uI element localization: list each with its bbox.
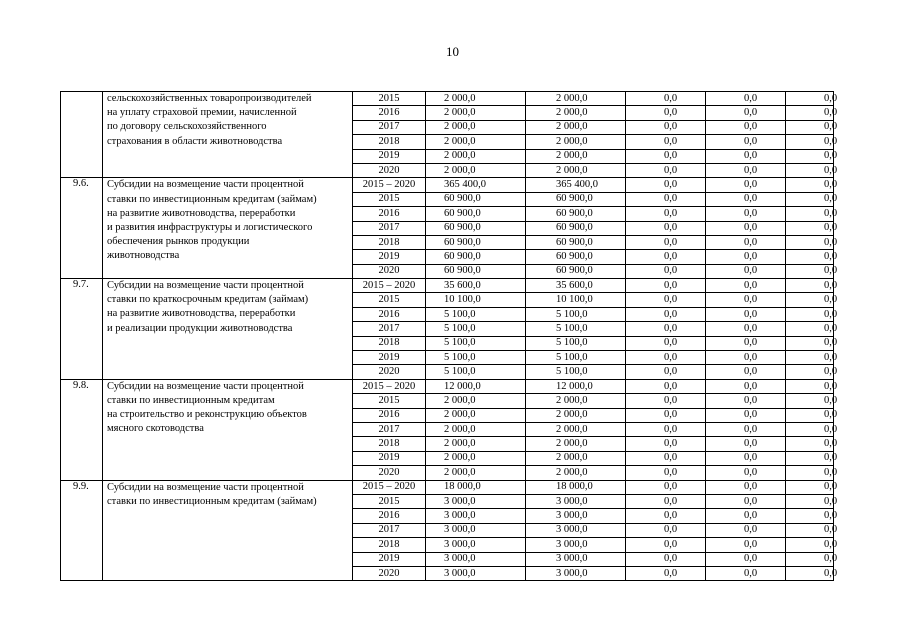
value-cell-v3: 0,0 <box>626 422 706 436</box>
value-cell-v1: 2 000,0 <box>426 149 526 163</box>
value-cell-v1: 5 100,0 <box>426 336 526 350</box>
period-cell: 2015 – 2020 <box>353 279 426 293</box>
value-cell-v2: 60 900,0 <box>526 235 626 249</box>
value-cell-v1: 2 000,0 <box>426 163 526 177</box>
value-cell-v1: 18 000,0 <box>426 480 526 494</box>
value-cell-v3: 0,0 <box>626 437 706 451</box>
value-cell-v2: 365 400,0 <box>526 178 626 192</box>
period-cell: 2016 <box>353 106 426 120</box>
period-cell: 2019 <box>353 149 426 163</box>
value-cell-v4: 0,0 <box>706 351 786 365</box>
value-cell-v1: 60 900,0 <box>426 192 526 206</box>
value-cell-v3: 0,0 <box>626 408 706 422</box>
period-cell: 2020 <box>353 466 426 480</box>
period-cell: 2020 <box>353 163 426 177</box>
period-cell: 2018 <box>353 336 426 350</box>
value-cell-v2: 5 100,0 <box>526 307 626 321</box>
table-row <box>61 379 834 393</box>
value-cell-v1: 2 000,0 <box>426 408 526 422</box>
value-cell-v5: 0,0 <box>786 192 834 206</box>
period-cell: 2016 <box>353 207 426 221</box>
item-name <box>103 178 353 279</box>
value-cell-v1: 5 100,0 <box>426 307 526 321</box>
value-cell-v2: 3 000,0 <box>526 523 626 537</box>
value-cell-v2: 3 000,0 <box>526 509 626 523</box>
value-cell-v2: 2 000,0 <box>526 106 626 120</box>
value-cell-v5: 0,0 <box>786 149 834 163</box>
value-cell-v1: 3 000,0 <box>426 538 526 552</box>
value-cell-v5: 0,0 <box>786 92 834 106</box>
value-cell-v5: 0,0 <box>786 250 834 264</box>
value-cell-v1: 2 000,0 <box>426 120 526 134</box>
value-cell-v2: 3 000,0 <box>526 494 626 508</box>
value-cell-v4: 0,0 <box>706 552 786 566</box>
value-cell-v3: 0,0 <box>626 235 706 249</box>
period-cell: 2015 – 2020 <box>353 379 426 393</box>
value-cell-v4: 0,0 <box>706 494 786 508</box>
value-cell-v1: 3 000,0 <box>426 552 526 566</box>
value-cell-v4: 0,0 <box>706 466 786 480</box>
value-cell-v4: 0,0 <box>706 120 786 134</box>
period-cell: 2015 <box>353 293 426 307</box>
value-cell-v5: 0,0 <box>786 264 834 278</box>
value-cell-v3: 0,0 <box>626 494 706 508</box>
item-name-line: мясного скотоводства <box>107 423 204 435</box>
value-cell-v1: 2 000,0 <box>426 106 526 120</box>
item-name-line: ставки по инвестиционным кредитам <box>107 395 275 407</box>
value-cell-v5: 0,0 <box>786 394 834 408</box>
value-cell-v1: 3 000,0 <box>426 566 526 580</box>
value-cell-v1: 3 000,0 <box>426 523 526 537</box>
period-cell: 2015 <box>353 192 426 206</box>
value-cell-v1: 365 400,0 <box>426 178 526 192</box>
value-cell-v3: 0,0 <box>626 351 706 365</box>
value-cell-v5: 0,0 <box>786 451 834 465</box>
value-cell-v4: 0,0 <box>706 178 786 192</box>
value-cell-v2: 5 100,0 <box>526 351 626 365</box>
value-cell-v5: 0,0 <box>786 408 834 422</box>
period-cell: 2015 – 2020 <box>353 178 426 192</box>
value-cell-v2: 60 900,0 <box>526 264 626 278</box>
value-cell-v3: 0,0 <box>626 451 706 465</box>
value-cell-v4: 0,0 <box>706 279 786 293</box>
value-cell-v2: 2 000,0 <box>526 422 626 436</box>
period-cell: 2017 <box>353 120 426 134</box>
value-cell-v1: 60 900,0 <box>426 207 526 221</box>
value-cell-v4: 0,0 <box>706 437 786 451</box>
item-name-line: страхования в области животноводства <box>107 135 283 147</box>
value-cell-v2: 5 100,0 <box>526 322 626 336</box>
value-cell-v4: 0,0 <box>706 408 786 422</box>
value-cell-v2: 3 000,0 <box>526 538 626 552</box>
value-cell-v5: 0,0 <box>786 336 834 350</box>
item-name <box>103 92 353 178</box>
item-number: 9.8. <box>61 379 103 480</box>
value-cell-v5: 0,0 <box>786 322 834 336</box>
period-cell: 2015 <box>353 494 426 508</box>
value-cell-v1: 35 600,0 <box>426 279 526 293</box>
value-cell-v3: 0,0 <box>626 264 706 278</box>
value-cell-v2: 10 100,0 <box>526 293 626 307</box>
value-cell-v5: 0,0 <box>786 120 834 134</box>
value-cell-v2: 12 000,0 <box>526 379 626 393</box>
value-cell-v1: 5 100,0 <box>426 351 526 365</box>
value-cell-v4: 0,0 <box>706 207 786 221</box>
value-cell-v4: 0,0 <box>706 235 786 249</box>
value-cell-v4: 0,0 <box>706 264 786 278</box>
value-cell-v2: 3 000,0 <box>526 566 626 580</box>
value-cell-v2: 2 000,0 <box>526 135 626 149</box>
item-name-line: на развитие животноводства, переработки <box>107 207 296 219</box>
value-cell-v3: 0,0 <box>626 394 706 408</box>
value-cell-v3: 0,0 <box>626 149 706 163</box>
period-cell: 2018 <box>353 235 426 249</box>
value-cell-v4: 0,0 <box>706 135 786 149</box>
value-cell-v1: 2 000,0 <box>426 135 526 149</box>
item-name-line: на уплату страховой премии, начисленной <box>107 107 297 119</box>
value-cell-v3: 0,0 <box>626 106 706 120</box>
value-cell-v5: 0,0 <box>786 279 834 293</box>
value-cell-v2: 5 100,0 <box>526 336 626 350</box>
value-cell-v4: 0,0 <box>706 293 786 307</box>
item-name <box>103 279 353 380</box>
value-cell-v5: 0,0 <box>786 523 834 537</box>
value-cell-v1: 5 100,0 <box>426 365 526 379</box>
period-cell: 2020 <box>353 566 426 580</box>
value-cell-v5: 0,0 <box>786 307 834 321</box>
value-cell-v1: 2 000,0 <box>426 422 526 436</box>
value-cell-v4: 0,0 <box>706 523 786 537</box>
table-row <box>61 178 834 192</box>
period-cell: 2018 <box>353 538 426 552</box>
value-cell-v1: 2 000,0 <box>426 394 526 408</box>
item-number: 9.9. <box>61 480 103 581</box>
value-cell-v1: 10 100,0 <box>426 293 526 307</box>
value-cell-v3: 0,0 <box>626 538 706 552</box>
value-cell-v2: 2 000,0 <box>526 408 626 422</box>
value-cell-v5: 0,0 <box>786 538 834 552</box>
value-cell-v3: 0,0 <box>626 566 706 580</box>
item-number: 9.6. <box>61 178 103 279</box>
value-cell-v5: 0,0 <box>786 494 834 508</box>
value-cell-v4: 0,0 <box>706 394 786 408</box>
item-name-line: Субсидии на возмещение части процентной <box>107 179 304 191</box>
value-cell-v1: 60 900,0 <box>426 221 526 235</box>
period-cell: 2016 <box>353 509 426 523</box>
period-cell: 2015 <box>353 92 426 106</box>
value-cell-v1: 60 900,0 <box>426 235 526 249</box>
value-cell-v2: 35 600,0 <box>526 279 626 293</box>
value-cell-v5: 0,0 <box>786 552 834 566</box>
item-name-line: и развития инфраструктуры и логистического <box>107 221 313 233</box>
value-cell-v3: 0,0 <box>626 250 706 264</box>
value-cell-v4: 0,0 <box>706 365 786 379</box>
value-cell-v4: 0,0 <box>706 322 786 336</box>
value-cell-v3: 0,0 <box>626 336 706 350</box>
value-cell-v2: 2 000,0 <box>526 163 626 177</box>
period-cell: 2017 <box>353 422 426 436</box>
value-cell-v1: 3 000,0 <box>426 494 526 508</box>
value-cell-v3: 0,0 <box>626 207 706 221</box>
period-cell: 2019 <box>353 250 426 264</box>
value-cell-v5: 0,0 <box>786 135 834 149</box>
item-name-line: Субсидии на возмещение части процентной <box>107 380 304 392</box>
item-name <box>103 379 353 480</box>
value-cell-v4: 0,0 <box>706 163 786 177</box>
value-cell-v2: 60 900,0 <box>526 221 626 235</box>
period-cell: 2017 <box>353 523 426 537</box>
value-cell-v3: 0,0 <box>626 163 706 177</box>
item-name-line: ставки по краткосрочным кредитам (займам) <box>107 294 309 306</box>
value-cell-v2: 5 100,0 <box>526 365 626 379</box>
value-cell-v3: 0,0 <box>626 293 706 307</box>
item-name-line: обеспечения рынков продукции <box>107 236 250 248</box>
value-cell-v2: 2 000,0 <box>526 437 626 451</box>
value-cell-v5: 0,0 <box>786 437 834 451</box>
table-row <box>61 92 834 106</box>
value-cell-v1: 3 000,0 <box>426 509 526 523</box>
item-name <box>103 480 353 581</box>
value-cell-v4: 0,0 <box>706 509 786 523</box>
value-cell-v5: 0,0 <box>786 163 834 177</box>
value-cell-v4: 0,0 <box>706 451 786 465</box>
value-cell-v2: 18 000,0 <box>526 480 626 494</box>
value-cell-v4: 0,0 <box>706 538 786 552</box>
period-cell: 2018 <box>353 437 426 451</box>
value-cell-v2: 60 900,0 <box>526 192 626 206</box>
value-cell-v1: 2 000,0 <box>426 437 526 451</box>
value-cell-v3: 0,0 <box>626 178 706 192</box>
value-cell-v3: 0,0 <box>626 322 706 336</box>
value-cell-v3: 0,0 <box>626 135 706 149</box>
period-cell: 2018 <box>353 135 426 149</box>
value-cell-v3: 0,0 <box>626 509 706 523</box>
value-cell-v1: 60 900,0 <box>426 250 526 264</box>
item-name-line: на строительство и реконструкцию объектов <box>107 409 307 421</box>
value-cell-v2: 2 000,0 <box>526 149 626 163</box>
item-name-line: по договору сельскохозяйственного <box>107 121 267 133</box>
value-cell-v3: 0,0 <box>626 365 706 379</box>
value-cell-v5: 0,0 <box>786 466 834 480</box>
item-number: 9.7. <box>61 279 103 380</box>
value-cell-v2: 2 000,0 <box>526 120 626 134</box>
value-cell-v5: 0,0 <box>786 293 834 307</box>
value-cell-v1: 2 000,0 <box>426 451 526 465</box>
value-cell-v3: 0,0 <box>626 279 706 293</box>
table-body <box>61 92 838 581</box>
value-cell-v3: 0,0 <box>626 192 706 206</box>
period-cell: 2017 <box>353 221 426 235</box>
value-cell-v5: 0,0 <box>786 365 834 379</box>
item-name-line: на развитие животноводства, переработки <box>107 308 296 320</box>
value-cell-v5: 0,0 <box>786 235 834 249</box>
value-cell-v5: 0,0 <box>786 480 834 494</box>
period-cell: 2019 <box>353 552 426 566</box>
value-cell-v3: 0,0 <box>626 552 706 566</box>
value-cell-v3: 0,0 <box>626 120 706 134</box>
value-cell-v5: 0,0 <box>786 221 834 235</box>
value-cell-v1: 2 000,0 <box>426 466 526 480</box>
value-cell-v5: 0,0 <box>786 351 834 365</box>
value-cell-v2: 60 900,0 <box>526 207 626 221</box>
value-cell-v3: 0,0 <box>626 92 706 106</box>
value-cell-v3: 0,0 <box>626 221 706 235</box>
value-cell-v4: 0,0 <box>706 480 786 494</box>
value-cell-v2: 2 000,0 <box>526 466 626 480</box>
item-name-line: и реализации продукции животноводства <box>107 322 293 334</box>
period-cell: 2020 <box>353 365 426 379</box>
period-cell: 2016 <box>353 307 426 321</box>
period-cell: 2019 <box>353 351 426 365</box>
period-cell: 2015 <box>353 394 426 408</box>
period-cell: 2015 – 2020 <box>353 480 426 494</box>
value-cell-v5: 0,0 <box>786 207 834 221</box>
value-cell-v3: 0,0 <box>626 307 706 321</box>
value-cell-v3: 0,0 <box>626 379 706 393</box>
page-number: 10 <box>446 44 459 59</box>
period-cell: 2016 <box>353 408 426 422</box>
value-cell-v2: 2 000,0 <box>526 92 626 106</box>
value-cell-v3: 0,0 <box>626 523 706 537</box>
value-cell-v5: 0,0 <box>786 422 834 436</box>
value-cell-v4: 0,0 <box>706 307 786 321</box>
item-name-line: Субсидии на возмещение части процентной <box>107 481 304 493</box>
value-cell-v4: 0,0 <box>706 106 786 120</box>
value-cell-v2: 60 900,0 <box>526 250 626 264</box>
period-cell: 2019 <box>353 451 426 465</box>
value-cell-v2: 2 000,0 <box>526 451 626 465</box>
value-cell-v2: 2 000,0 <box>526 394 626 408</box>
item-number <box>61 92 103 178</box>
value-cell-v4: 0,0 <box>706 422 786 436</box>
value-cell-v5: 0,0 <box>786 178 834 192</box>
value-cell-v4: 0,0 <box>706 221 786 235</box>
value-cell-v4: 0,0 <box>706 92 786 106</box>
value-cell-v4: 0,0 <box>706 149 786 163</box>
value-cell-v1: 12 000,0 <box>426 379 526 393</box>
period-cell: 2017 <box>353 322 426 336</box>
value-cell-v4: 0,0 <box>706 192 786 206</box>
value-cell-v1: 5 100,0 <box>426 322 526 336</box>
item-name-line: сельскохозяйственных товаропроизводителей <box>107 93 312 104</box>
table-row <box>61 279 834 293</box>
value-cell-v4: 0,0 <box>706 566 786 580</box>
value-cell-v1: 2 000,0 <box>426 92 526 106</box>
value-cell-v3: 0,0 <box>626 466 706 480</box>
table-row <box>61 480 834 494</box>
value-cell-v5: 0,0 <box>786 379 834 393</box>
value-cell-v4: 0,0 <box>706 336 786 350</box>
value-cell-v5: 0,0 <box>786 106 834 120</box>
value-cell-v3: 0,0 <box>626 480 706 494</box>
item-name-line: ставки по инвестиционным кредитам (займам) <box>107 193 317 205</box>
item-name-line: животноводства <box>107 250 180 262</box>
period-cell: 2020 <box>353 264 426 278</box>
value-cell-v4: 0,0 <box>706 379 786 393</box>
value-cell-v2: 3 000,0 <box>526 552 626 566</box>
value-cell-v1: 60 900,0 <box>426 264 526 278</box>
item-name-line: Субсидии на возмещение части процентной <box>107 280 304 292</box>
value-cell-v4: 0,0 <box>706 250 786 264</box>
subsidy-table <box>60 91 838 581</box>
item-name-line: ставки по инвестиционным кредитам (займам) <box>107 495 317 507</box>
value-cell-v5: 0,0 <box>786 566 834 580</box>
value-cell-v5: 0,0 <box>786 509 834 523</box>
